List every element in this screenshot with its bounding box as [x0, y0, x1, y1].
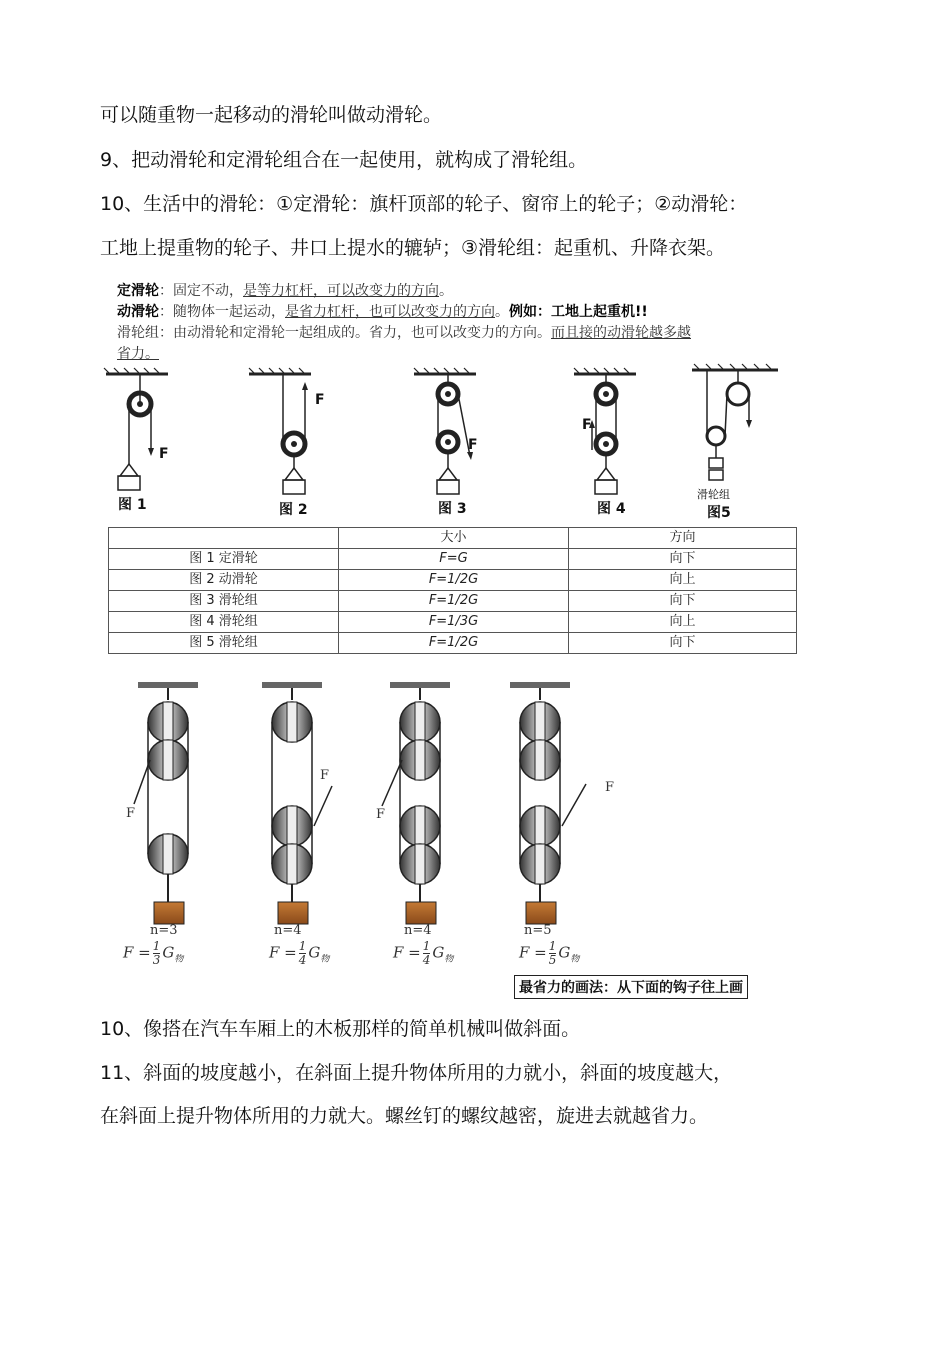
table-row [109, 549, 797, 570]
note-movable-desc-b: 是省力杠杆，也可以改变力的方向 [285, 304, 495, 320]
table-cell-size: F=1/2G [339, 591, 569, 612]
figure-3-caption: 图 3 [438, 501, 467, 517]
formula-prefix: F = [123, 943, 151, 962]
figure-2-caption: 图 2 [279, 502, 308, 518]
paragraph-movable-pulley-def: 可以随重物一起移动的滑轮叫做动滑轮。 [100, 104, 443, 126]
paragraph-slope-1: 11、斜面的坡度越小，在斜面上提升物体所用的力就小，斜面的坡度越大， [100, 1062, 733, 1084]
note-movable-desc-a: ：随物体一起运动， [159, 304, 285, 320]
most-efficient-tip: 最省力的画法：从下面的钩子往上画 [514, 975, 748, 999]
note-pulley-group [117, 325, 691, 342]
figure-1-caption: 图 1 [118, 497, 147, 513]
table-row [109, 633, 797, 654]
formula-denominator: 5 [548, 953, 557, 967]
figure-1-force-label: F [159, 446, 169, 462]
formula-denominator: 3 [152, 953, 161, 967]
pulley-set-4-n: n=5 [524, 923, 552, 938]
pulley-set-1-n: n=3 [150, 923, 178, 938]
table-header-row [109, 528, 797, 549]
note-group-c: 省力。 [117, 346, 159, 362]
formula-denominator: 4 [422, 953, 431, 967]
note-fixed-desc-a: ：固定不动， [159, 283, 243, 299]
paragraph-life-examples-2: 工地上提重物的轮子、井口上提水的辘轳；③滑轮组：起重机、升降衣架。 [100, 237, 726, 259]
note-fixed-pulley [117, 283, 453, 300]
figure-4-force-label: F [582, 417, 592, 433]
pulley-set-1 [134, 682, 198, 924]
note-movable-example: 例如：工地上起重机!! [509, 304, 648, 320]
note-group-a: 滑轮组：由动滑轮和定滑轮一起组成的。省力，也可以改变力的方向。 [117, 325, 551, 341]
table-row [109, 591, 797, 612]
note-fixed-term: 定滑轮 [117, 283, 159, 299]
formula-numerator: 1 [422, 939, 431, 953]
pulley-set-3 [382, 682, 450, 924]
formula-prefix: F = [519, 943, 547, 962]
table-cell-direction: 向下 [569, 591, 797, 612]
paragraph-slope-2: 在斜面上提升物体所用的力就大。螺丝钉的螺纹越密，旋进去就越省力。 [100, 1105, 709, 1127]
figure-2-diagram [245, 360, 335, 520]
pulley-set-3-force: F [376, 807, 386, 822]
formula-numerator: 1 [548, 939, 557, 953]
note-movable-desc-c: 。 [495, 304, 509, 320]
figure-3-diagram [410, 360, 490, 520]
figure-5-sublabel: 滑轮组 [697, 488, 730, 501]
pulley-set-3-n: n=4 [404, 923, 432, 938]
formula-g: G [308, 943, 321, 962]
pulley-set-2-force: F [320, 768, 330, 783]
table-header-cell [109, 528, 339, 549]
table-cell-direction: 向下 [569, 549, 797, 570]
formula-g-sub: 物 [174, 954, 184, 965]
pulley-set-1-force: F [126, 806, 136, 821]
pulley-summary-table [108, 527, 797, 654]
table-cell-size: F=1/2G [339, 633, 569, 654]
table-cell-size: F=1/3G [339, 612, 569, 633]
table-cell-direction: 向上 [569, 570, 797, 591]
paragraph-inclined-plane-def: 10、像搭在汽车车厢上的木板那样的简单机械叫做斜面。 [100, 1018, 581, 1040]
table-header-cell: 方向 [569, 528, 797, 549]
table-cell-figure: 图 2 动滑轮 [109, 570, 339, 591]
note-group-b: 而且接的动滑轮越多越 [551, 325, 691, 341]
pulley-set-2-formula [269, 940, 329, 967]
note-movable-pulley [117, 304, 648, 321]
pulley-set-4-formula [519, 940, 579, 967]
note-fixed-desc-c: 。 [439, 283, 453, 299]
pulley-set-3-formula [393, 940, 453, 967]
pulley-block-illustrations [120, 676, 680, 936]
formula-g-sub: 物 [570, 954, 580, 965]
pulley-set-4 [510, 682, 586, 924]
paragraph-pulley-group-def: 9、把动滑轮和定滑轮组合在一起使用，就构成了滑轮组。 [100, 149, 588, 171]
formula-g: G [558, 943, 571, 962]
note-fixed-desc-b: 是等力杠杆，可以改变力的方向 [243, 283, 439, 299]
pulley-set-1-formula [123, 940, 183, 967]
note-movable-term: 动滑轮 [117, 304, 159, 320]
table-row [109, 570, 797, 591]
figure-3-force-label: F [468, 437, 478, 453]
figure-4-diagram [570, 360, 650, 520]
formula-prefix: F = [269, 943, 297, 962]
table-cell-figure: 图 5 滑轮组 [109, 633, 339, 654]
table-cell-size: F=1/2G [339, 570, 569, 591]
table-cell-figure: 图 3 滑轮组 [109, 591, 339, 612]
figure-5-diagram [688, 360, 783, 490]
figure-5-caption: 图5 [707, 505, 731, 521]
paragraph-life-examples-1: 10、生活中的滑轮：①定滑轮：旗杆顶部的轮子、窗帘上的轮子；②动滑轮： [100, 193, 748, 215]
table-cell-figure: 图 4 滑轮组 [109, 612, 339, 633]
formula-g-sub: 物 [444, 954, 454, 965]
formula-g: G [432, 943, 445, 962]
figure-4-caption: 图 4 [597, 501, 626, 517]
table-cell-size: F=G [339, 549, 569, 570]
pulley-set-2-n: n=4 [274, 923, 302, 938]
formula-prefix: F = [393, 943, 421, 962]
formula-g: G [162, 943, 175, 962]
table-cell-direction: 向上 [569, 612, 797, 633]
formula-numerator: 1 [298, 939, 307, 953]
pulley-set-2 [262, 682, 332, 924]
formula-g-sub: 物 [320, 954, 330, 965]
table-header-cell: 大小 [339, 528, 569, 549]
figure-2-force-label: F [315, 392, 325, 408]
formula-denominator: 4 [298, 953, 307, 967]
table-cell-direction: 向下 [569, 633, 797, 654]
table-row [109, 612, 797, 633]
pulley-set-4-force: F [605, 780, 615, 795]
formula-numerator: 1 [152, 939, 161, 953]
table-cell-figure: 图 1 定滑轮 [109, 549, 339, 570]
